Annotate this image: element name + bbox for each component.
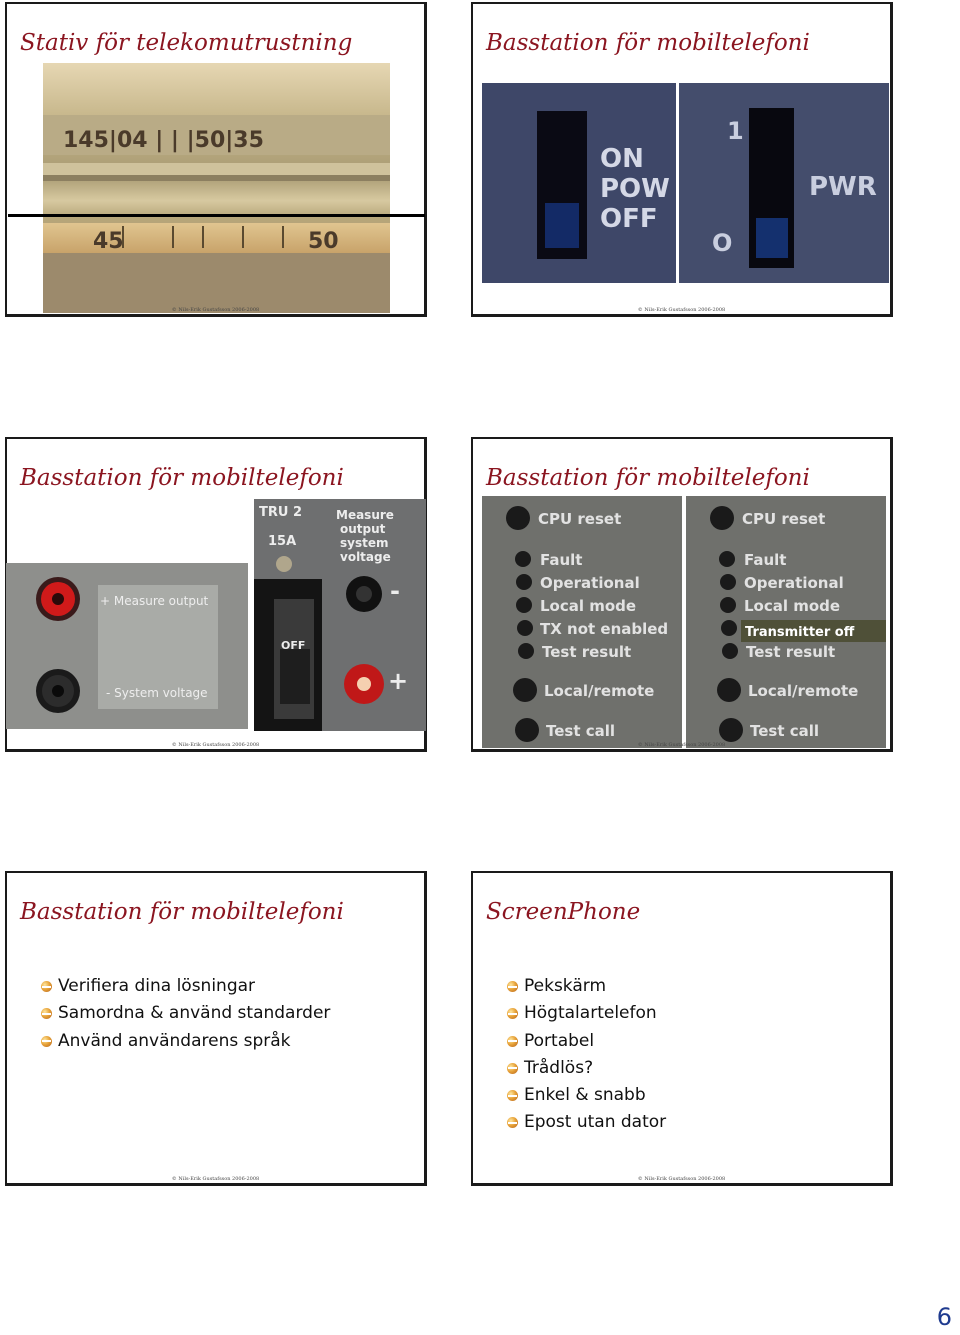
unit-label-15a: 15A (268, 534, 297, 549)
plus-sign: + (388, 667, 409, 695)
bullet-item (507, 1000, 666, 1027)
page-number: 6 (936, 1303, 952, 1331)
slide-title: Stativ för telekomutrustning (20, 30, 353, 56)
slide-footer: © Nils-Erik Gustafsson 2006-2008 (637, 1176, 726, 1182)
bullet-text: Enkel & snabb (524, 1085, 646, 1106)
bullet-icon (41, 1008, 52, 1019)
bullet-text: Epost utan dator (524, 1112, 667, 1133)
measure-panel-photo (6, 563, 248, 729)
measure-line (8, 214, 425, 217)
measure-label-1: Measure (336, 508, 394, 522)
bullet-icon (41, 981, 52, 992)
button-label-test-call: Test call (750, 722, 820, 740)
led-label-operational: Operational (744, 574, 844, 592)
button-label-local-remote: Local/remote (544, 682, 655, 700)
bullet-icon (507, 1117, 518, 1128)
slide-footer: © Nils-Erik Gustafsson 2006-2008 (171, 742, 260, 748)
switch-mark-1: 1 (727, 117, 744, 145)
bullet-item (507, 1082, 666, 1109)
slide-1 (5, 2, 427, 317)
measure-label-2: output (340, 522, 386, 536)
bullet-text: Samordna & använd standarder (58, 1003, 331, 1024)
led-label-tx-not-enabled: TX not enabled (540, 620, 669, 638)
measure-label-3: system (340, 536, 389, 550)
slide-2 (471, 2, 893, 317)
slide-5 (5, 871, 427, 1186)
slide-4 (471, 437, 893, 752)
bullet-icon (41, 1036, 52, 1047)
slide-title: Basstation för mobiltelefoni (486, 465, 810, 491)
breaker-photo (254, 499, 426, 731)
led-label-cpu-reset: CPU reset (742, 510, 826, 528)
switch-mark-0: O (712, 229, 733, 257)
bullet-text: Använd användarens språk (58, 1030, 291, 1051)
led-label-fault: Fault (540, 551, 583, 569)
unit-label-tru: TRU 2 (259, 505, 303, 520)
bullet-list (507, 973, 666, 1137)
led-label-fault: Fault (744, 551, 787, 569)
slide-3 (5, 437, 427, 752)
bullet-item (41, 1000, 330, 1027)
bullet-icon (507, 1008, 518, 1019)
slide-6 (471, 871, 893, 1186)
switch-label-on: ON (600, 144, 644, 174)
bullet-text: Verifiera dina lösningar (58, 976, 256, 996)
slide-title: ScreenPhone (486, 899, 641, 925)
lower-ruler-text: 45 50 (93, 229, 339, 254)
rack-ruler-photo (43, 63, 390, 313)
upper-ruler-text: 145|04 | | |50|35 (63, 128, 264, 153)
slide-title: Basstation för mobiltelefoni (20, 899, 344, 925)
bullet-item (41, 973, 330, 1000)
led-label-local-mode: Local mode (540, 597, 637, 615)
panel-label-measure-output: + Measure output (100, 594, 209, 608)
switch-label-off: OFF (600, 204, 658, 234)
bullet-text: Pekskärm (524, 976, 607, 996)
switch-label-pwr: PWR (809, 172, 877, 202)
slide-footer: © Nils-Erik Gustafsson 2006-2008 (171, 1176, 260, 1182)
bullet-text: Högtalartelefon (524, 1003, 657, 1024)
panel-label-system-voltage: - System voltage (106, 686, 208, 700)
bullet-item (507, 973, 666, 1000)
bullet-text: Portabel (524, 1030, 595, 1051)
bullet-item (507, 1055, 666, 1082)
status-panel-right (686, 496, 886, 748)
switch-label-pow: POW (600, 174, 670, 204)
led-label-test-result: Test result (746, 643, 836, 661)
measure-label-4: voltage (340, 550, 391, 564)
minus-sign: - (390, 577, 400, 605)
led-label-local-mode: Local mode (744, 597, 841, 615)
bullet-icon (507, 1090, 518, 1101)
button-label-test-call: Test call (546, 722, 616, 740)
led-label-transmitter-off: Transmitter off (745, 625, 855, 640)
bullet-text: Trådlös? (524, 1057, 594, 1078)
slide-footer: © Nils-Erik Gustafsson 2006-2008 (637, 742, 726, 748)
bullet-icon (507, 1036, 518, 1047)
slide-footer: © Nils-Erik Gustafsson 2006-2008 (637, 307, 726, 313)
bullet-item (41, 1028, 330, 1055)
power-switch-photo-left (482, 83, 676, 283)
slide-title: Basstation för mobiltelefoni (486, 30, 810, 56)
bullet-item (507, 1109, 666, 1136)
led-label-cpu-reset: CPU reset (538, 510, 622, 528)
bullet-list (41, 973, 330, 1055)
button-label-local-remote: Local/remote (748, 682, 859, 700)
bullet-icon (507, 1063, 518, 1074)
status-panel-left (482, 496, 682, 748)
breaker-switch-label: OFF (281, 639, 306, 652)
slide-footer: © Nils-Erik Gustafsson 2006-2008 (171, 307, 260, 313)
bullet-item (507, 1028, 666, 1055)
power-switch-photo-right (679, 83, 889, 283)
bullet-icon (507, 981, 518, 992)
led-label-test-result: Test result (542, 643, 632, 661)
led-label-operational: Operational (540, 574, 640, 592)
slide-title: Basstation för mobiltelefoni (20, 465, 344, 491)
